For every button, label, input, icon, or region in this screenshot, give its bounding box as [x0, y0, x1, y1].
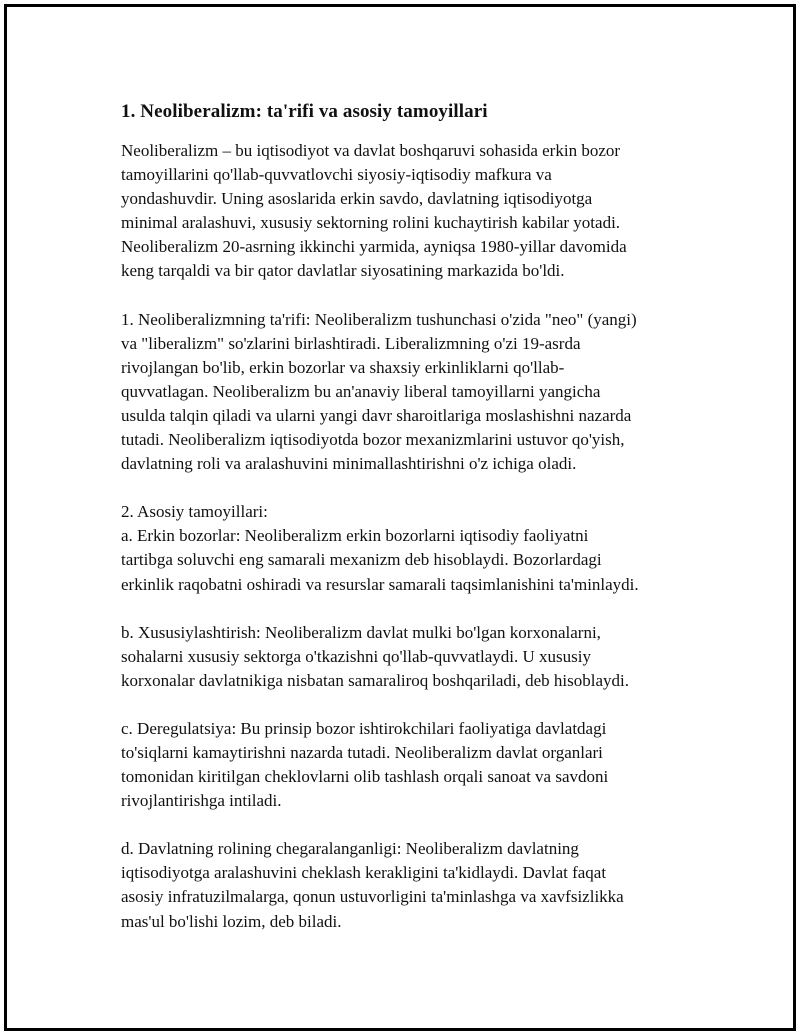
- paragraph-gap: [121, 693, 711, 717]
- intro-paragraph: Neoliberalizm – bu iqtisodiyot va davlat boshqaruvi sohasida erkin bozor tamoyillarini qo'llab-quvvatlovchi siyosiy-iqtisodiy mafkura va yondashuvdir. Uning asoslarida erkin savdo, davlatning iqtisodiyotga minimal aralashuvi, xususiy sektorning rolini kuchaytirish kabilar yotadi. Neoliberalizm 20-asrning ikkinchi yarmida, ayniqsa 1980-yillar davomida keng tarqaldi va bir qator davlatlar siyosatining markazida bo'ldi.: [121, 141, 627, 281]
- document-content: [121, 99, 711, 934]
- paragraph-gap: [121, 284, 711, 308]
- document-title: 1. Neoliberalizm: ta'rifi va asosiy tamoyillari: [121, 101, 488, 122]
- definition-paragraph: 1. Neoliberalizmning ta'rifi: Neoliberalizm tushunchasi o'zida "neo" (yangi) va "liberalizm" so'zlarini birlashtiradi. Liberalizmning o'zi 19-asrda rivojlangan bo'lib, erkin bozorlar va shaxsiy erkinliklarni qo'llab- quvvatlagan. Neoliberalizm bu an'anaviy liberal tamoyillarni yangicha usulda talqin qiladi va ularni yangi davr sharoitlariga moslashishni nazarda tutadi. Neoliberalizm iqtisodiyotda bozor mexanizmlarini ustuvor qo'yish, davlatning roli va aralashuvini minimallashtirishni o'z ichiga oladi.: [121, 309, 637, 474]
- principle-c-paragraph: c. Deregulatsiya: Bu prinsip bozor ishtirokchilari faoliyatiga davlatdagi to'siqlarni kamaytirishni nazarda tutadi. Neoliberalizm davlat organlari tomonidan kiritilgan cheklovlarni olib tashlash orqali sanoat va savdoni rivojlantirishga intiladi.: [121, 718, 609, 811]
- principle-d-paragraph: d. Davlatning rolining chegaralanganligi: Neoliberalizm davlatning iqtisodiyotga aralashuvini cheklash kerakligini ta'kidlaydi. Davlat faqat asosiy infratuzilmalarga, qonun ustuvorligini ta'minlashga va xavfsizlikka mas'ul bo'lishi lozim, deb biladi.: [121, 839, 624, 931]
- paragraph-gap: [121, 476, 711, 500]
- principle-a-paragraph: a. Erkin bozorlar: Neoliberalizm erkin bozorlarni iqtisodiy faoliyatni tartibga soluvchi eng samarali mexanizm deb hisoblaydi. Bozorlardagi erkinlik raqobatni oshiradi va resurslar samarali taqsimlanishini ta'minlaydi.: [121, 526, 639, 594]
- principles-heading: 2. Asosiy tamoyillari:: [121, 502, 268, 522]
- document-page: [4, 4, 796, 1031]
- paragraph-gap: [121, 813, 711, 837]
- principle-b-paragraph: b. Xususiylashtirish: Neoliberalizm davlat mulki bo'lgan korxonalarni, sohalarni xususiy sektorga o'tkazishni qo'llab-quvvatlaydi. U xususiy korxonalar davlatnikiga nisbatan samaraliroq boshqariladi, deb hisoblaydi.: [121, 622, 629, 690]
- paragraph-gap: [121, 597, 711, 621]
